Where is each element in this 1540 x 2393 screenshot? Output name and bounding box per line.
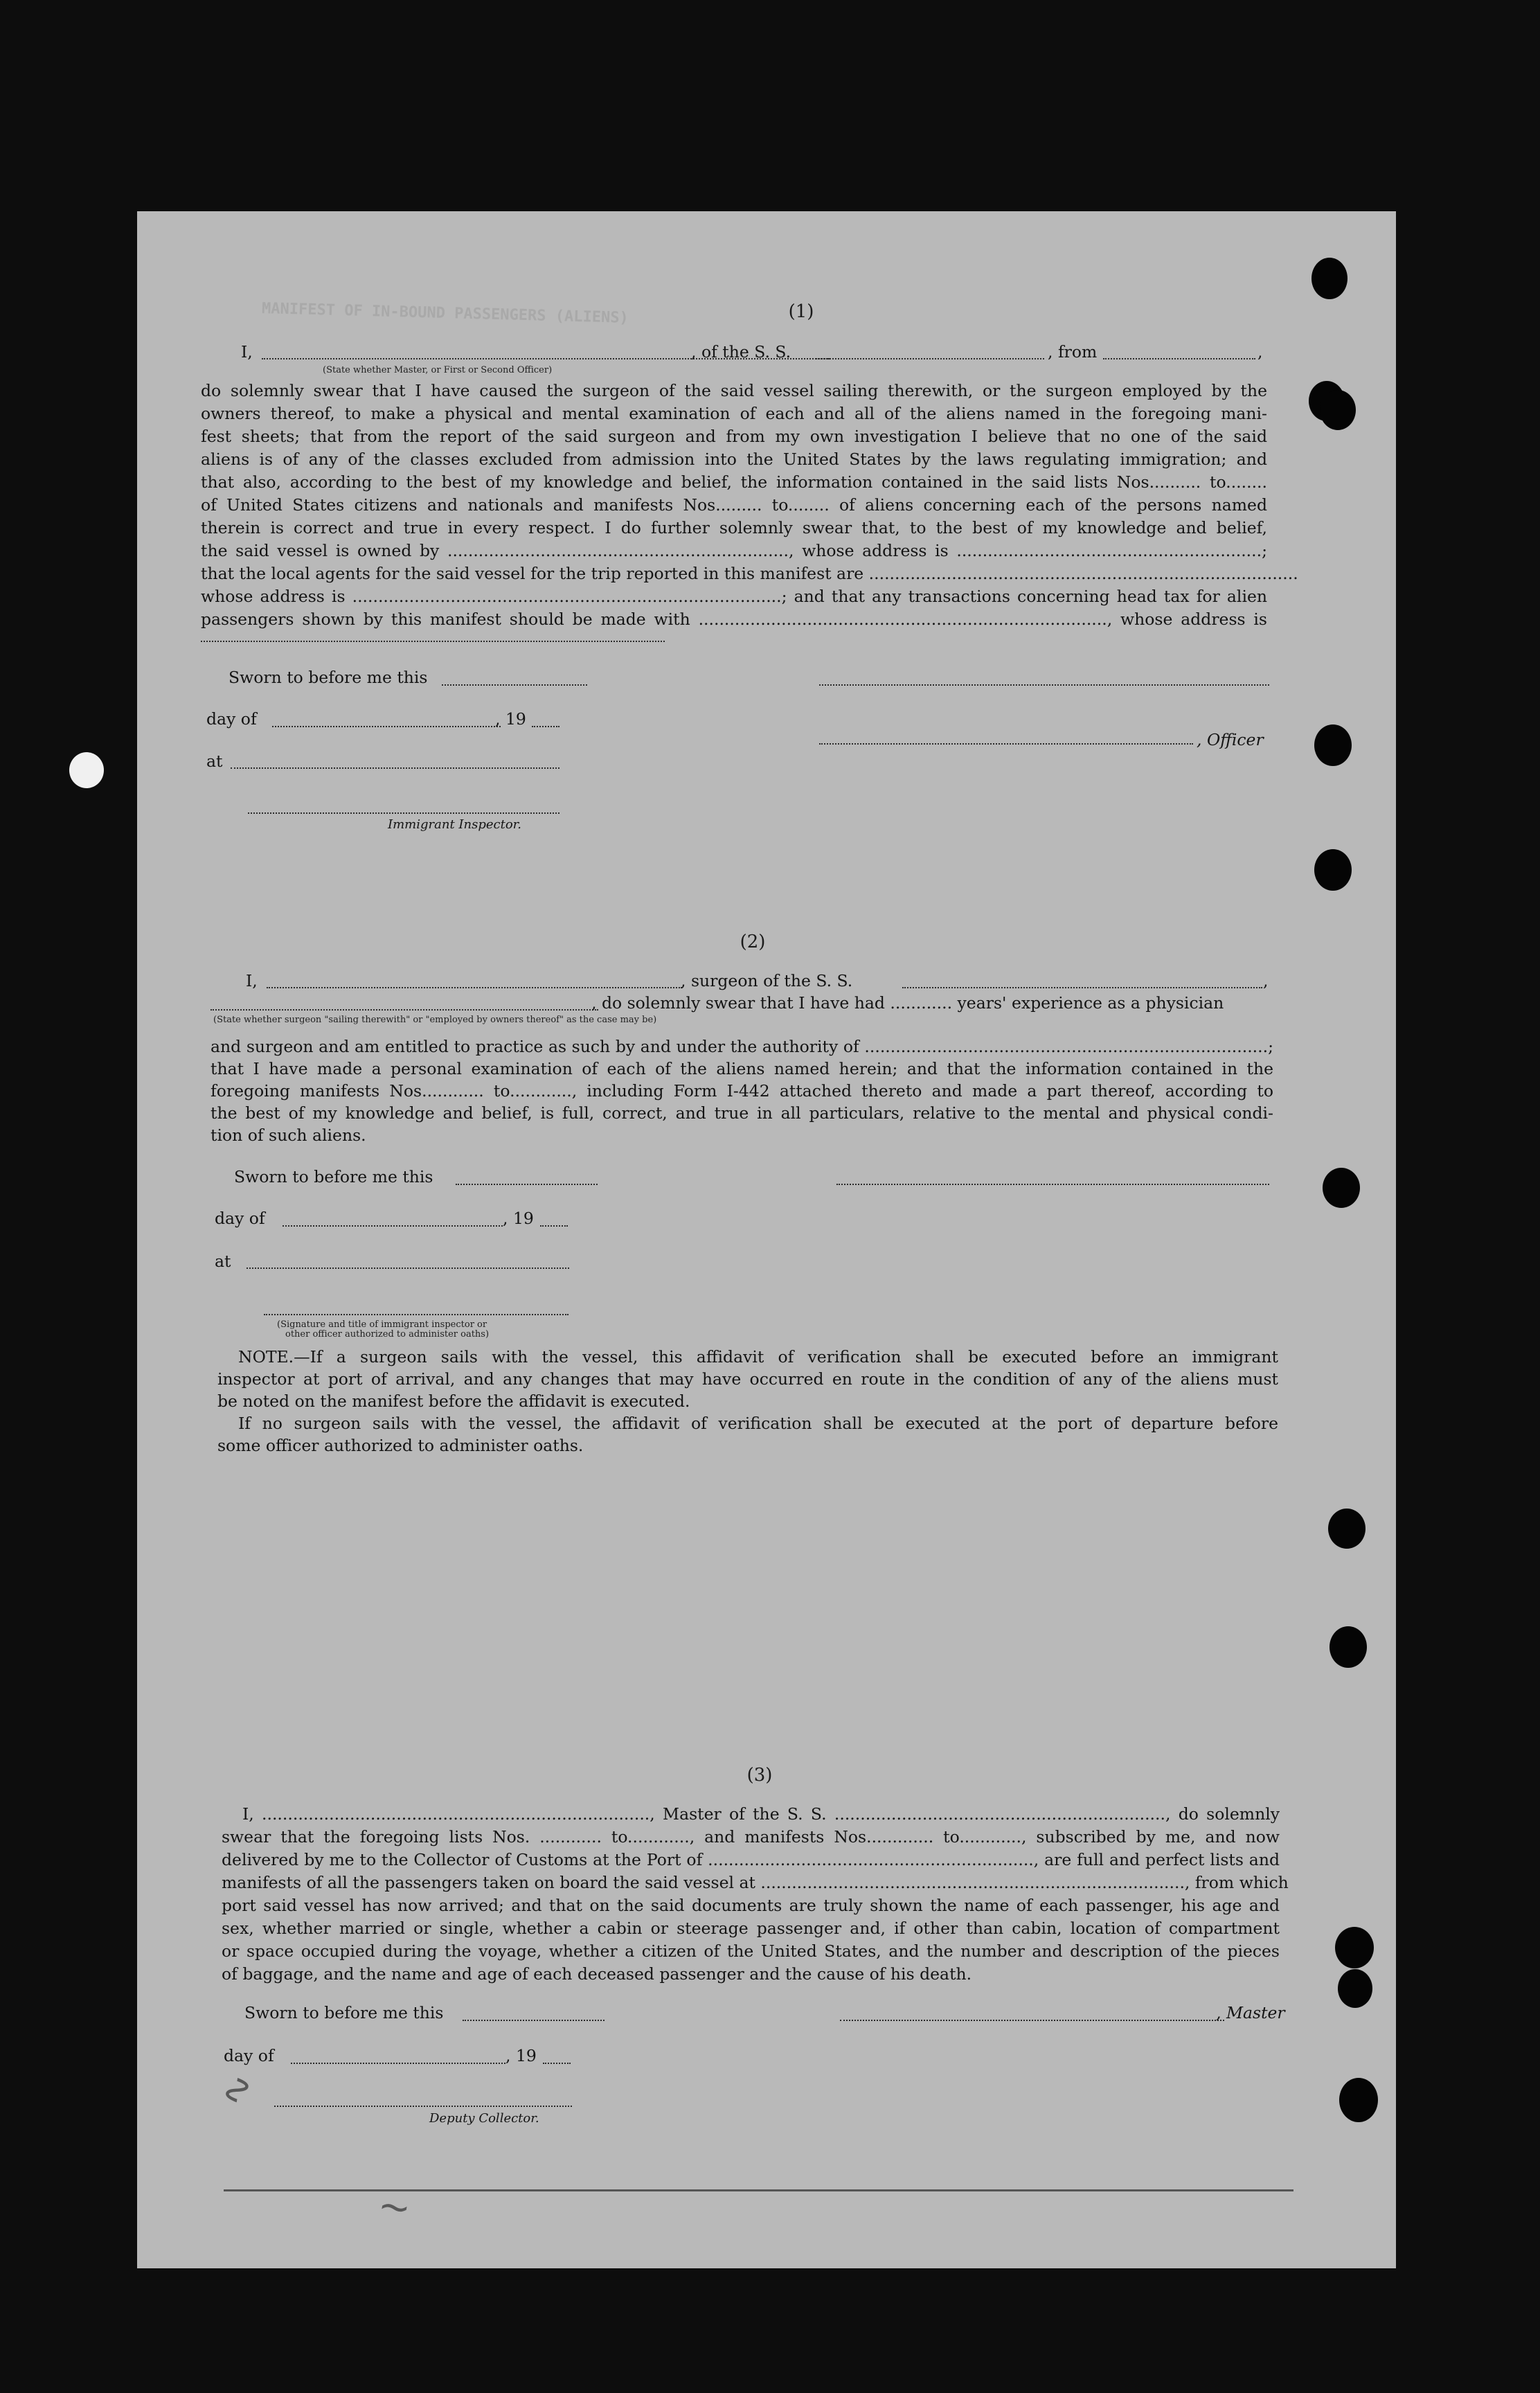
s1-day-of: day of — [206, 709, 257, 729]
s1-line: therein is correct and true in every respect. I do further solemnly swear that, to the best of my knowledge and belief, — [201, 518, 1267, 537]
punch-hole-icon — [1339, 2078, 1378, 2122]
s2-at: at — [215, 1252, 231, 1271]
s1-line: whose address is ...................................................................................; and that any transactions concerning head tax for alien — [201, 587, 1267, 606]
s1-from: , from — [1048, 342, 1098, 362]
punch-hole-icon — [1328, 1509, 1366, 1549]
s2-surgeon-of: , surgeon of the S. S. — [681, 971, 853, 990]
punch-hole-icon — [1314, 849, 1352, 891]
manifest-page — [137, 211, 1396, 2268]
punch-hole-icon — [1329, 1626, 1367, 1668]
s2-day-of: day of — [215, 1209, 265, 1228]
s2-comma: , — [1263, 971, 1269, 990]
s3-year-blank — [543, 2063, 571, 2064]
s1-from-blank — [1103, 358, 1255, 359]
bottom-rule — [224, 2189, 1293, 2191]
s2-capacity-note: (State whether surgeon "sailing therewith" or "employed by owners thereof" as the case may be) — [213, 1015, 657, 1025]
header-stamp: MANIFEST OF IN-BOUND PASSENGERS (ALIENS) — [261, 300, 629, 327]
s2-sworn: Sworn to before me this — [234, 1167, 433, 1186]
s3-line: of baggage, and the name and age of each deceased passenger and the cause of his death. — [222, 1964, 972, 1984]
note-line: inspector at port of arrival, and any changes that may have occurred en route in the condition of any of the aliens must — [217, 1369, 1278, 1389]
s3-nineteen: , 19 — [505, 2046, 537, 2065]
s1-sworn-blank — [442, 684, 587, 686]
s1-line: fest sheets; that from the report of the said surgeon and from my own investigation I believe that no one of the said — [201, 427, 1267, 446]
s2-sig-note-2: other officer authorized to administer oaths) — [285, 1329, 490, 1340]
s3-day-blank — [291, 2063, 505, 2064]
s1-day-blank — [272, 726, 501, 727]
punch-hole-icon — [1338, 1969, 1372, 2008]
s2-note — [217, 1349, 1278, 1460]
s1-at-blank — [231, 767, 559, 769]
pencil-scribble: ∿ — [211, 2070, 262, 2110]
s1-at: at — [206, 751, 223, 771]
s2-nineteen: , 19 — [503, 1209, 534, 1228]
s3-line: manifests of all the passengers taken on board the said vessel at .................................................................................., from which — [222, 1873, 1289, 1892]
s1-line: passengers shown by this manifest should be made with ..............................................................................., whose address is — [201, 610, 1267, 629]
s2-i: I, — [246, 971, 258, 990]
s3-collector-label: Deputy Collector. — [429, 2111, 539, 2126]
punch-hole-icon — [1314, 724, 1352, 766]
s3-line: port said vessel has now arrived; and that on the said documents are truly shown the name of each passenger, his age and — [222, 1896, 1280, 1915]
s1-address-blank — [201, 641, 665, 642]
s1-inspector-label: Immigrant Inspector. — [388, 817, 522, 832]
s1-sworn: Sworn to before me this — [229, 668, 428, 687]
s3-body — [222, 1804, 1289, 1989]
s3-line: or space occupied during the voyage, whether a citizen of the United States, and the number and description of the pieces — [222, 1941, 1280, 1961]
s1-vessel-blank — [812, 358, 1044, 359]
s3-day-of: day of — [224, 2046, 274, 2065]
s2-line: the best of my knowledge and belief, is full, correct, and true in all particulars, relative to the mental and physical condi- — [211, 1103, 1273, 1123]
punch-hole-icon — [1335, 1927, 1374, 1968]
note-line: be noted on the manifest before the affidavit is executed. — [217, 1391, 690, 1411]
section-1-number: (1) — [788, 301, 814, 322]
s2-name-blank — [267, 987, 682, 988]
s2-signature-blank — [836, 1184, 1269, 1185]
punch-hole-icon — [1320, 390, 1356, 430]
s1-officer-note: (State whether Master, or First or Second Officer) — [323, 365, 553, 375]
s1-signature-blank — [819, 684, 1269, 686]
s1-line: owners thereof, to make a physical and mental examination of each and all of the aliens named in the foregoing mani- — [201, 404, 1267, 423]
punch-hole-icon — [1323, 1168, 1360, 1208]
s2-line: that I have made a personal examination of each of the aliens named herein; and that the information contained in the — [211, 1059, 1273, 1078]
s2-sworn-blank — [456, 1184, 598, 1185]
s1-line: of United States citizens and nationals and manifests Nos......... to........ of aliens concerning each of the persons named — [201, 495, 1267, 515]
s1-body — [201, 381, 1298, 634]
s2-line: tion of such aliens. — [211, 1126, 366, 1145]
s1-i: I, — [241, 342, 253, 362]
s1-officer-blank — [819, 743, 1193, 745]
section-2-number: (2) — [740, 932, 766, 952]
s1-line: the said vessel is owned by .................................................................., whose address is ...........................................................; — [201, 541, 1267, 560]
s2-day-blank — [283, 1225, 503, 1227]
s3-sworn-blank — [463, 2020, 605, 2021]
s3-sworn: Sworn to before me this — [244, 2003, 444, 2022]
punch-hole-icon — [1311, 258, 1348, 299]
s3-master-blank — [840, 2020, 1224, 2021]
s3-line: delivered by me to the Collector of Customs at the Port of ..............................................................., are full and perfect lists and — [222, 1850, 1280, 1869]
s3-collector-blank — [274, 2106, 572, 2107]
s2-line: and surgeon and am entitled to practice as such by and under the authority of ..............................................................................; — [211, 1037, 1273, 1056]
s1-line: that the local agents for the said vessel for the trip reported in this manifest are ................................................................................... — [201, 564, 1298, 583]
section-3-number: (3) — [746, 1765, 773, 1786]
s1-comma: , — [1257, 342, 1263, 362]
s2-sig-note-1: (Signature and title of immigrant inspector or — [277, 1319, 487, 1330]
s1-of-ss: , of the S. S. — [691, 342, 791, 362]
s1-officer-label: , Officer — [1197, 730, 1264, 749]
s1-year-blank — [532, 726, 559, 727]
s1-line: aliens is of any of the classes excluded from admission into the United States by the laws regulating immigration; and — [201, 450, 1267, 469]
s2-line: foregoing manifests Nos............ to............, including Form I-442 attached thereto and made a part thereof, according to — [211, 1081, 1273, 1101]
paper-speck — [69, 752, 104, 788]
s2-vessel-blank — [902, 987, 1262, 988]
s2-body — [211, 1039, 1273, 1150]
s2-year-blank — [540, 1225, 568, 1227]
s1-line: do solemnly swear that I have caused the surgeon of the said vessel sailing therewith, or the surgeon employed by the — [201, 381, 1267, 400]
s3-line: I, ..........................................................................., Master of the S. S. ................................................................, do solemnly — [242, 1804, 1280, 1824]
s2-at-blank — [247, 1267, 569, 1269]
s1-nineteen: , 19 — [495, 709, 526, 729]
s3-master-label: , Master — [1216, 2003, 1285, 2022]
s2-inspector-blank — [264, 1314, 568, 1315]
note-line: some officer authorized to administer oaths. — [217, 1436, 584, 1455]
s1-inspector-blank — [248, 812, 559, 814]
s2-solemnly: , do solemnly swear that I have had ............ years' experience as a physician — [591, 993, 1224, 1013]
note-line: NOTE.—If a surgeon sails with the vessel, this affidavit of verification shall be executed before an immigrant — [238, 1347, 1278, 1367]
s3-line: swear that the foregoing lists Nos. ............ to............, and manifests Nos............. to............, subscribed by me, and now — [222, 1827, 1280, 1847]
note-line: If no surgeon sails with the vessel, the affidavit of verification shall be executed at the port of departure before — [238, 1414, 1278, 1433]
s2-capacity-blank — [211, 1009, 598, 1011]
s1-line: that also, according to the best of my knowledge and belief, the information contained in the said lists Nos.......... to........ — [201, 472, 1267, 492]
s3-line: sex, whether married or single, whether a cabin or steerage passenger and, if other than cabin, location of compartment — [222, 1919, 1280, 1938]
pencil-scribble: ≀ — [370, 2196, 418, 2219]
